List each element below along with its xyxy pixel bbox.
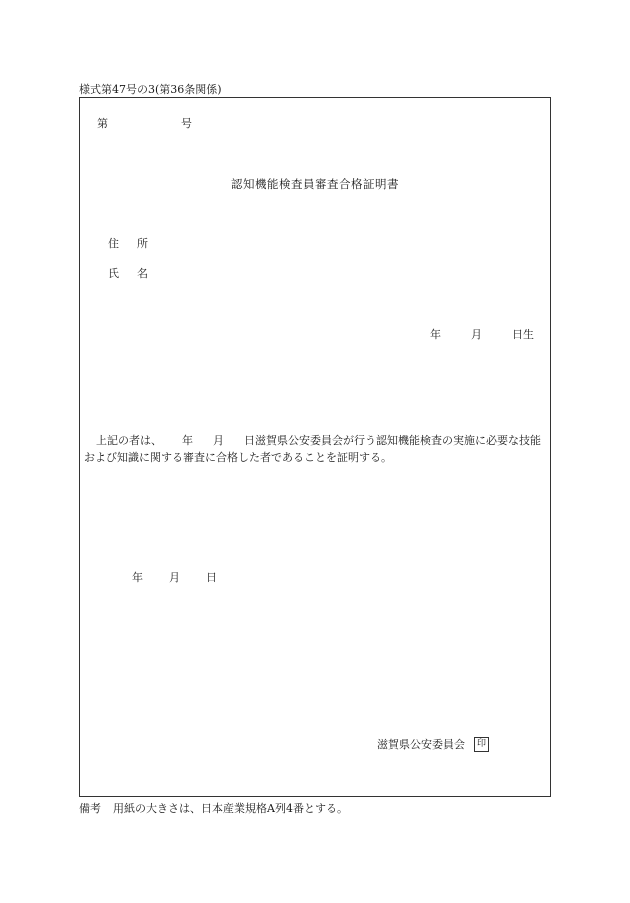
certificate-number-suffix: 号 — [181, 117, 192, 130]
issue-date — [132, 569, 217, 585]
seal-mark: 印 — [474, 737, 489, 752]
address-label: 住所 — [108, 237, 166, 250]
issuer — [377, 736, 489, 752]
body-part2: 日滋賀県公安委員会が行う認知機能検査の実施に必要な技能および知識に関する審査に合格した者であることを証明する。 — [84, 434, 541, 464]
body-year: 年 — [182, 434, 193, 447]
issuer-name: 滋賀県公安委員会 — [377, 738, 465, 751]
remarks-label: 備考 — [79, 802, 101, 815]
form-number: 様式第47号の3(第36条関係) — [79, 83, 222, 96]
name-field — [108, 265, 166, 281]
name-label: 氏名 — [108, 267, 166, 280]
certificate-title: 認知機能検査員審査合格証明書 — [231, 177, 399, 191]
certificate-number-prefix: 第 — [97, 117, 108, 130]
body-month: 月 — [213, 434, 224, 447]
certificate-frame — [79, 97, 551, 797]
date-of-birth — [430, 326, 534, 342]
remarks-text: 用紙の大きさは、日本産業規格A列4番とする。 — [113, 802, 348, 815]
dob-year: 年 — [430, 328, 441, 341]
address-field — [108, 235, 166, 251]
issue-month: 月 — [169, 571, 180, 584]
body-part1: 上記の者は、 — [96, 434, 162, 447]
remarks — [79, 800, 348, 816]
issue-year: 年 — [132, 571, 143, 584]
certificate-body — [84, 432, 550, 466]
issue-day: 日 — [206, 571, 217, 584]
dob-month: 月 — [471, 328, 482, 341]
dob-day: 日生 — [512, 328, 534, 341]
certificate-number — [97, 115, 192, 131]
